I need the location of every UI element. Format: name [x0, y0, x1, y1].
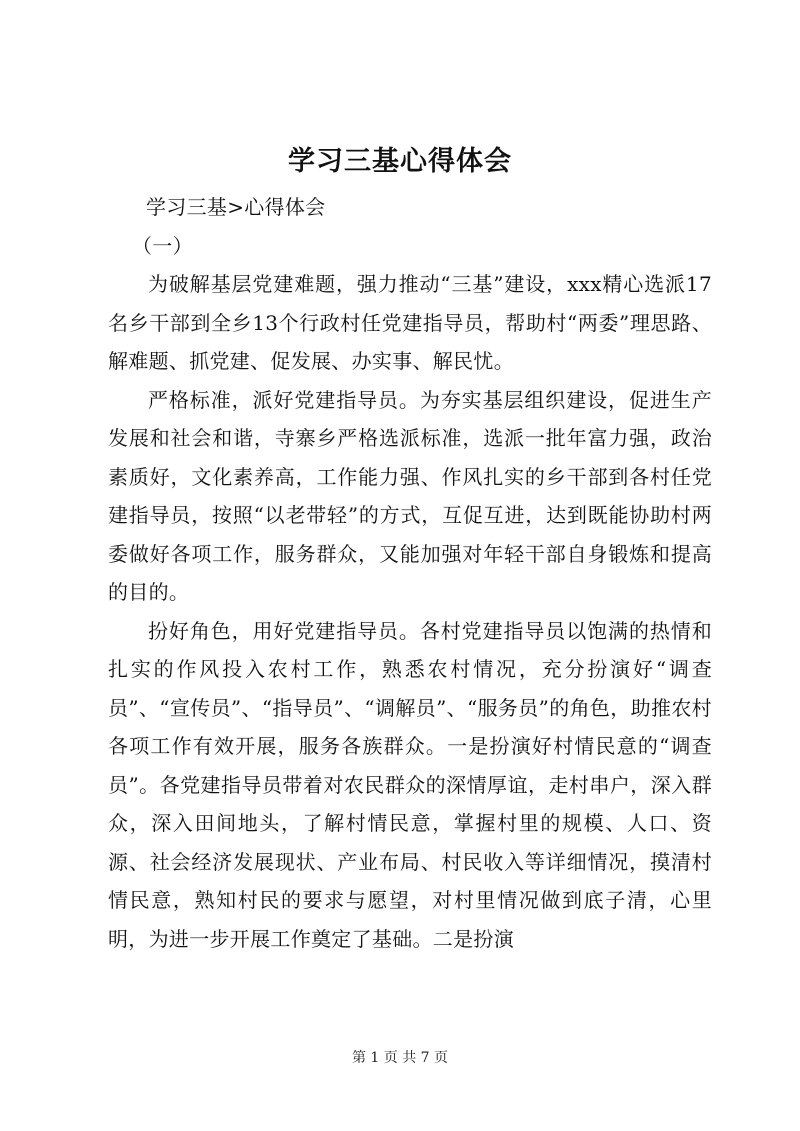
page-footer: 第 1 页 共 7 页	[351, 1050, 449, 1066]
document-body	[108, 188, 712, 958]
paragraph-roles: 扮好角色，用好党建指导员。各村党建指导员以饱满的热情和扎实的作风投入农村工作，熟悉农村情况，充分扮演好“调查员”、“宣传员”、“指导员”、“调解员”、“服务员”的角色，助推农村各项工作有效开展，服务各族群众。一是扮演好村情民意的“调查员”。各党建指导员带着对农民群众的深情厚谊，走村串户，深入群众，深入田间地头，了解村情民意，掌握村里的规模、人口、资源、社会经济发展现状、产业布局、村民收入等详细情况，摸清村情民意，熟知村民的要求与愿望，对村里情况做到底子清，心里明，为进一步开展工作奠定了基础。二是扮演	[108, 618, 712, 951]
paragraph-standards: 严格标准，派好党建指导员。为夯实基层组织建设，促进生产发展和社会和谐，寺寨乡严格选派标准，选派一批年富力强，政治素质好，文化素养高，工作能力强、作风扎实的乡干部到各村任党建指导员，按照“以老带轻”的方式，互促互进，达到既能协助村两委做好各项工作，服务群众，又能加强对年轻干部自身锻炼和提高的目的。	[108, 387, 712, 604]
section-marker: （一）	[132, 233, 193, 258]
document-subtitle: 学习三基>心得体会	[146, 195, 326, 219]
paragraph-intro: 为破解基层党建难题，强力推动“三基”建设，xxx精心选派17名乡干部到全乡13个行政村任党建指导员，帮助村“两委”理思路、解难题、抓党建、促发展、办实事、解民忧。	[108, 272, 712, 373]
document-title: 学习三基心得体会	[288, 146, 512, 177]
